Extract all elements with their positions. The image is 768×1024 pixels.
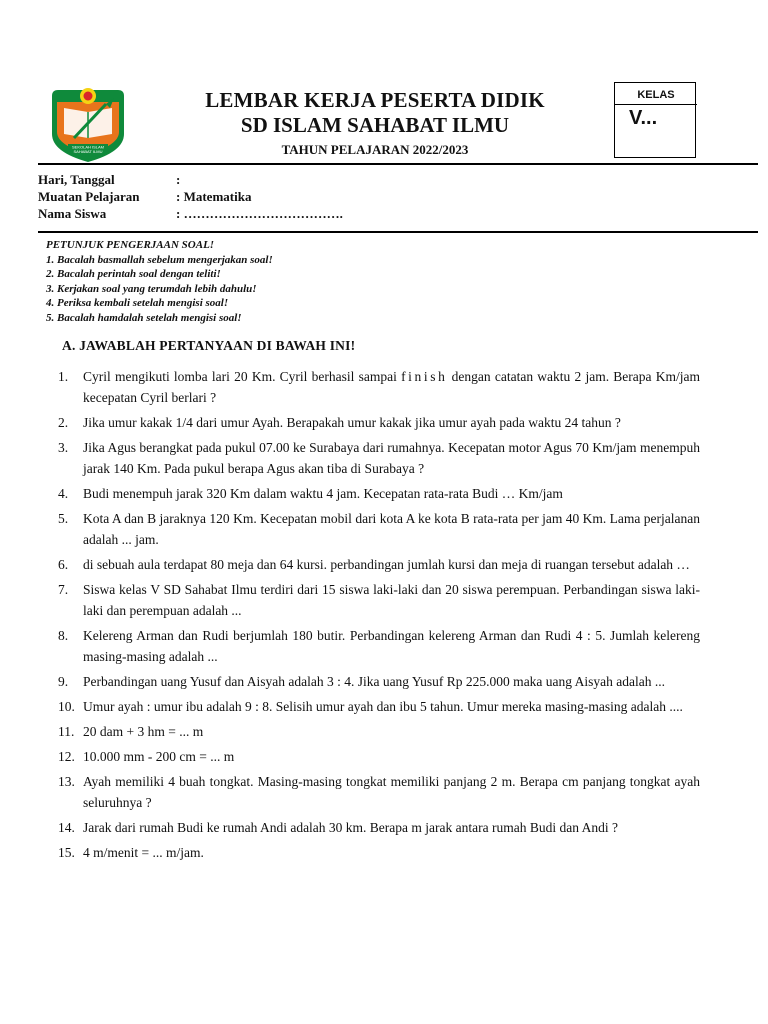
question-text: Siswa kelas V SD Sahabat Ilmu terdiri dari 15 siswa laki-laki dan 20 siswa perempuan. Perbandingan siswa laki-laki dan perempuan adalah ...: [83, 582, 700, 618]
question-item: [58, 817, 700, 838]
student-info: [38, 171, 343, 222]
question-text: Jika umur kakak 1/4 dari umur Ayah. Berapakah umur kakak jika umur ayah pada waktu 24 tahun ?: [83, 415, 621, 430]
instruction-item: 3. Kerjakan soal yang terumdah lebih dahulu!: [46, 282, 257, 295]
instruction-item: 4. Periksa kembali setelah mengisi soal!: [46, 297, 229, 310]
instruction-item: 2. Bacalah perintah soal dengan teliti!: [46, 268, 221, 281]
academic-year: TAHUN PELAJARAN 2022/2023: [281, 142, 469, 157]
info-value: : Matematika: [176, 189, 252, 204]
question-item: [58, 696, 700, 717]
question-number: 12.: [58, 749, 75, 764]
question-item: [58, 483, 700, 504]
worksheet-title: LEMBAR KERJA PESERTA DIDIK: [205, 88, 545, 112]
question-number: 1.: [58, 369, 69, 384]
question-item: [58, 625, 700, 667]
school-name: SD ISLAM SAHABAT ILMU: [240, 113, 510, 137]
question-number: 14.: [58, 820, 75, 835]
question-list: [58, 366, 700, 867]
question-text: Umur ayah : umur ibu adalah 9 : 8. Selisih umur ayah dan ibu 5 tahun. Umur mereka masing-masing adalah ....: [83, 699, 683, 714]
info-row-name: [38, 205, 343, 222]
logo-caption-line1: SEKOLAH ISLAM: [71, 144, 105, 150]
question-text-part: Cyril mengikuti lomba lari 20 Km. Cyril berhasil sampai: [83, 369, 402, 384]
question-item: [58, 437, 700, 479]
question-number: 3.: [58, 440, 69, 455]
info-row-date: [38, 171, 343, 188]
info-label: Nama Siswa: [38, 206, 107, 221]
instruction-item: 5. Bacalah hamdalah setelah mengisi soal!: [46, 311, 242, 324]
question-item: [58, 579, 700, 621]
section-title: A. JAWABLAH PERTANYAAN DI BAWAH INI!: [62, 338, 356, 353]
question-number: 7.: [58, 582, 69, 597]
question-number: 2.: [58, 415, 69, 430]
question-number: 9.: [58, 674, 69, 689]
question-text: Kelereng Arman dan Rudi berjumlah 180 butir. Perbandingan kelereng Arman dan Rudi 4 : 5. Jumlah kelereng masing-masing adalah ...: [83, 628, 700, 664]
question-number: 15.: [58, 845, 75, 860]
question-text: Jarak dari rumah Budi ke rumah Andi adalah 30 km. Berapa m jarak antara rumah Budi dan Andi ?: [83, 820, 618, 835]
instructions-title: PETUNJUK PENGERJAAN SOAL!: [46, 239, 215, 251]
info-value: :: [176, 172, 181, 187]
header-divider: [38, 163, 758, 165]
question-text: Jika Agus berangkat pada pukul 07.00 ke Surabaya dari rumahnya. Kecepatan motor Agus 70 Km/jam menempuh jarak 140 Km. Pada pukul berapa Agus akan tiba di Surabaya ?: [83, 440, 700, 476]
question-item: [58, 746, 700, 767]
question-text: 4 m/menit = ... m/jam.: [83, 845, 204, 860]
question-text: Budi menempuh jarak 320 Km dalam waktu 4 jam. Kecepatan rata-rata Budi … Km/jam: [83, 486, 563, 501]
question-number: 10.: [58, 699, 75, 714]
question-number: 13.: [58, 774, 75, 789]
question-text: [83, 366, 700, 408]
info-label: Muatan Pelajaran: [38, 189, 140, 204]
question-number: 11.: [58, 724, 75, 739]
question-item: [58, 671, 700, 692]
question-number: 6.: [58, 557, 69, 572]
info-row-subject: [38, 188, 343, 205]
question-item: [58, 721, 700, 742]
question-text: Perbandingan uang Yusuf dan Aisyah adalah 3 : 4. Jika uang Yusuf Rp 225.000 maka uang Aisyah adalah ...: [83, 674, 666, 689]
question-item: [58, 771, 700, 813]
logo-caption-line2: SAHABAT ILMU: [73, 149, 103, 154]
info-label: Hari, Tanggal: [38, 172, 115, 187]
question-text: 20 dam + 3 hm = ... m: [83, 724, 204, 739]
question-text: Kota A dan B jaraknya 120 Km. Kecepatan mobil dari kota A ke kota B rata-rata per jam 40 Km. Lama perjalanan adalah ... jam.: [83, 511, 700, 547]
info-value: : ……………………………….: [176, 206, 343, 221]
kelas-label: KELAS: [615, 83, 697, 105]
school-logo: [44, 82, 132, 166]
question-number: 5.: [58, 511, 69, 526]
kelas-value: V...: [629, 107, 658, 129]
instructions: [46, 238, 273, 326]
question-item: [58, 554, 700, 575]
worksheet-header: [160, 88, 590, 160]
question-text-part: dengan catatan waktu 2 jam. Berapa Km/jam kecepatan Cyril berlari ?: [83, 369, 700, 405]
question-emphasis: finish: [401, 369, 448, 384]
question-number: 4.: [58, 486, 69, 501]
question-item: [58, 412, 700, 433]
question-text: Ayah memiliki 4 buah tongkat. Masing-masing tongkat memiliki panjang 2 m. Berapa cm panjang tongkat ayah seluruhnya ?: [83, 774, 700, 810]
question-text: 10.000 mm - 200 cm = ... m: [83, 749, 235, 764]
info-divider: [38, 231, 758, 233]
question-item: [58, 366, 700, 408]
instruction-item: 1. Bacalah basmallah sebelum mengerjakan soal!: [46, 253, 273, 266]
question-number: 8.: [58, 628, 69, 643]
question-text: di sebuah aula terdapat 80 meja dan 64 kursi. perbandingan jumlah kursi dan meja di ruangan tersebut adalah …: [83, 557, 690, 572]
question-item: [58, 842, 700, 863]
kelas-box: [614, 82, 696, 158]
question-item: [58, 508, 700, 550]
